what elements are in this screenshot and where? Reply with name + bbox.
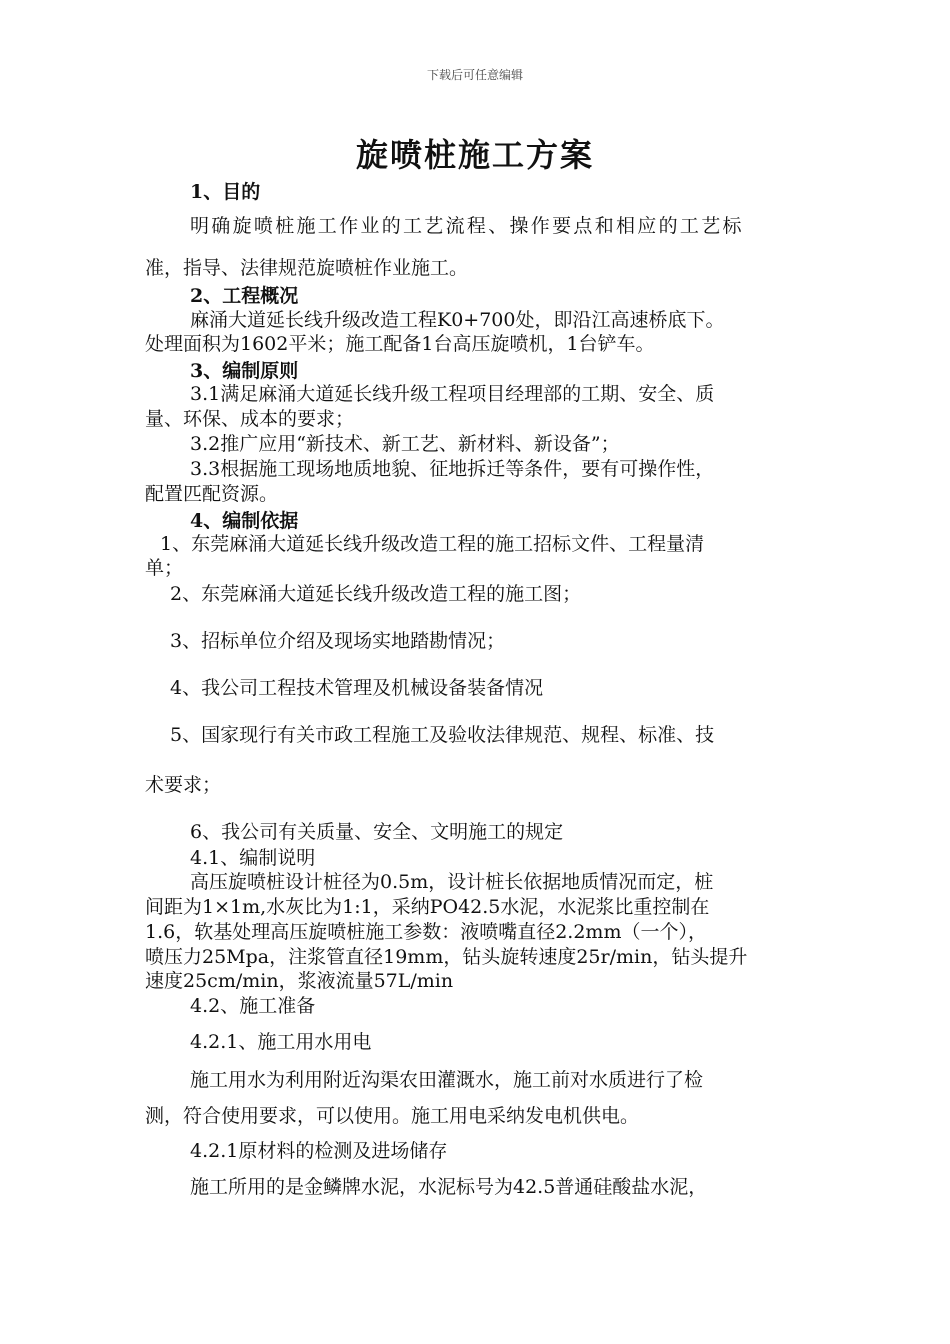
document-title: 旋喷桩施工方案 bbox=[355, 136, 594, 174]
basis-item-2: 2、东莞麻涌大道延长线升级改造工程的施工图； bbox=[170, 583, 582, 605]
section-4-2-1b-heading: 4.2.1原材料的检测及进场储存 bbox=[190, 1140, 448, 1162]
section-3-heading: 3、编制原则 bbox=[190, 360, 299, 382]
section-3-line-2: 量、环保、成本的要求； bbox=[145, 408, 355, 430]
section-3-line-1: 3.1满足麻涌大道延长线升级工程项目经理部的工期、安全、质 bbox=[190, 383, 715, 405]
section-4-1-line-2: 间距为1×1m,水灰比为1:1，采纳PO42.5水泥，水泥浆比重控制在 bbox=[145, 896, 710, 918]
section-1-line-1: 明确旋喷桩施工作业的工艺流程、操作要点和相应的工艺标 bbox=[190, 215, 744, 237]
section-2-line-2: 处理面积为1602平米；施工配备1台高压旋喷机，1台铲车。 bbox=[145, 333, 655, 355]
basis-item-6: 6、我公司有关质量、安全、文明施工的规定 bbox=[190, 821, 564, 843]
section-4-heading: 4、编制依据 bbox=[190, 510, 299, 532]
section-4-2-heading: 4.2、施工准备 bbox=[190, 995, 316, 1017]
section-3-line-4: 3.3根据施工现场地质地貌、征地拆迁等条件，要有可操作性， bbox=[190, 458, 715, 480]
section-2-heading: 2、工程概况 bbox=[190, 285, 299, 307]
section-3-line-3: 3.2推广应用“新技术、新工艺、新材料、新设备”； bbox=[190, 433, 620, 455]
section-4-1-line-1: 高压旋喷桩设计桩径为0.5m，设计桩长依据地质情况而定，桩 bbox=[190, 871, 714, 893]
section-1-line-2: 准，指导、法律规范旋喷桩作业施工。 bbox=[145, 257, 469, 279]
section-4-1-line-4: 喷压力25Mpa，注浆管直径19mm，钻头旋转速度25r/min，钻头提升 bbox=[145, 946, 748, 968]
basis-item-1-line-2: 单； bbox=[145, 557, 184, 579]
basis-item-3: 3、招标单位介绍及现场实地踏勘情况； bbox=[170, 630, 506, 652]
section-4-2-1b-line-1: 施工所用的是金鳞牌水泥，水泥标号为42.5普通硅酸盐水泥， bbox=[190, 1176, 708, 1198]
section-3-line-5: 配置匹配资源。 bbox=[145, 483, 279, 505]
section-4-2-1-heading: 4.2.1、施工用水用电 bbox=[190, 1031, 372, 1053]
section-2-line-1: 麻涌大道延长线升级改造工程K0+700处，即沿江高速桥底下。 bbox=[190, 309, 725, 331]
section-4-1-line-5: 速度25cm/min，浆液流量57L/min bbox=[145, 970, 454, 992]
basis-item-5-line-1: 5、国家现行有关市政工程施工及验收法律规范、规程、标准、技 bbox=[170, 724, 715, 746]
section-4-1-heading: 4.1、编制说明 bbox=[190, 847, 316, 869]
basis-item-5-line-2: 术要求； bbox=[145, 774, 222, 796]
basis-item-1-line-1: 1、东莞麻涌大道延长线升级改造工程的施工招标文件、工程量清 bbox=[160, 533, 705, 555]
section-1-heading: 1、目的 bbox=[190, 181, 261, 203]
section-4-1-line-3: 1.6，软基处理高压旋喷桩施工参数：液喷嘴直径2.2mm（一个）， bbox=[145, 921, 707, 943]
section-4-2-1-line-2: 测，符合使用要求，可以使用。施工用电采纳发电机供电。 bbox=[145, 1105, 640, 1127]
basis-item-4: 4、我公司工程技术管理及机械设备装备情况 bbox=[170, 677, 544, 699]
page-header-note: 下载后可任意编辑 bbox=[426, 68, 523, 82]
section-4-2-1-line-1: 施工用水为利用附近沟渠农田灌溉水，施工前对水质进行了检 bbox=[190, 1069, 704, 1091]
